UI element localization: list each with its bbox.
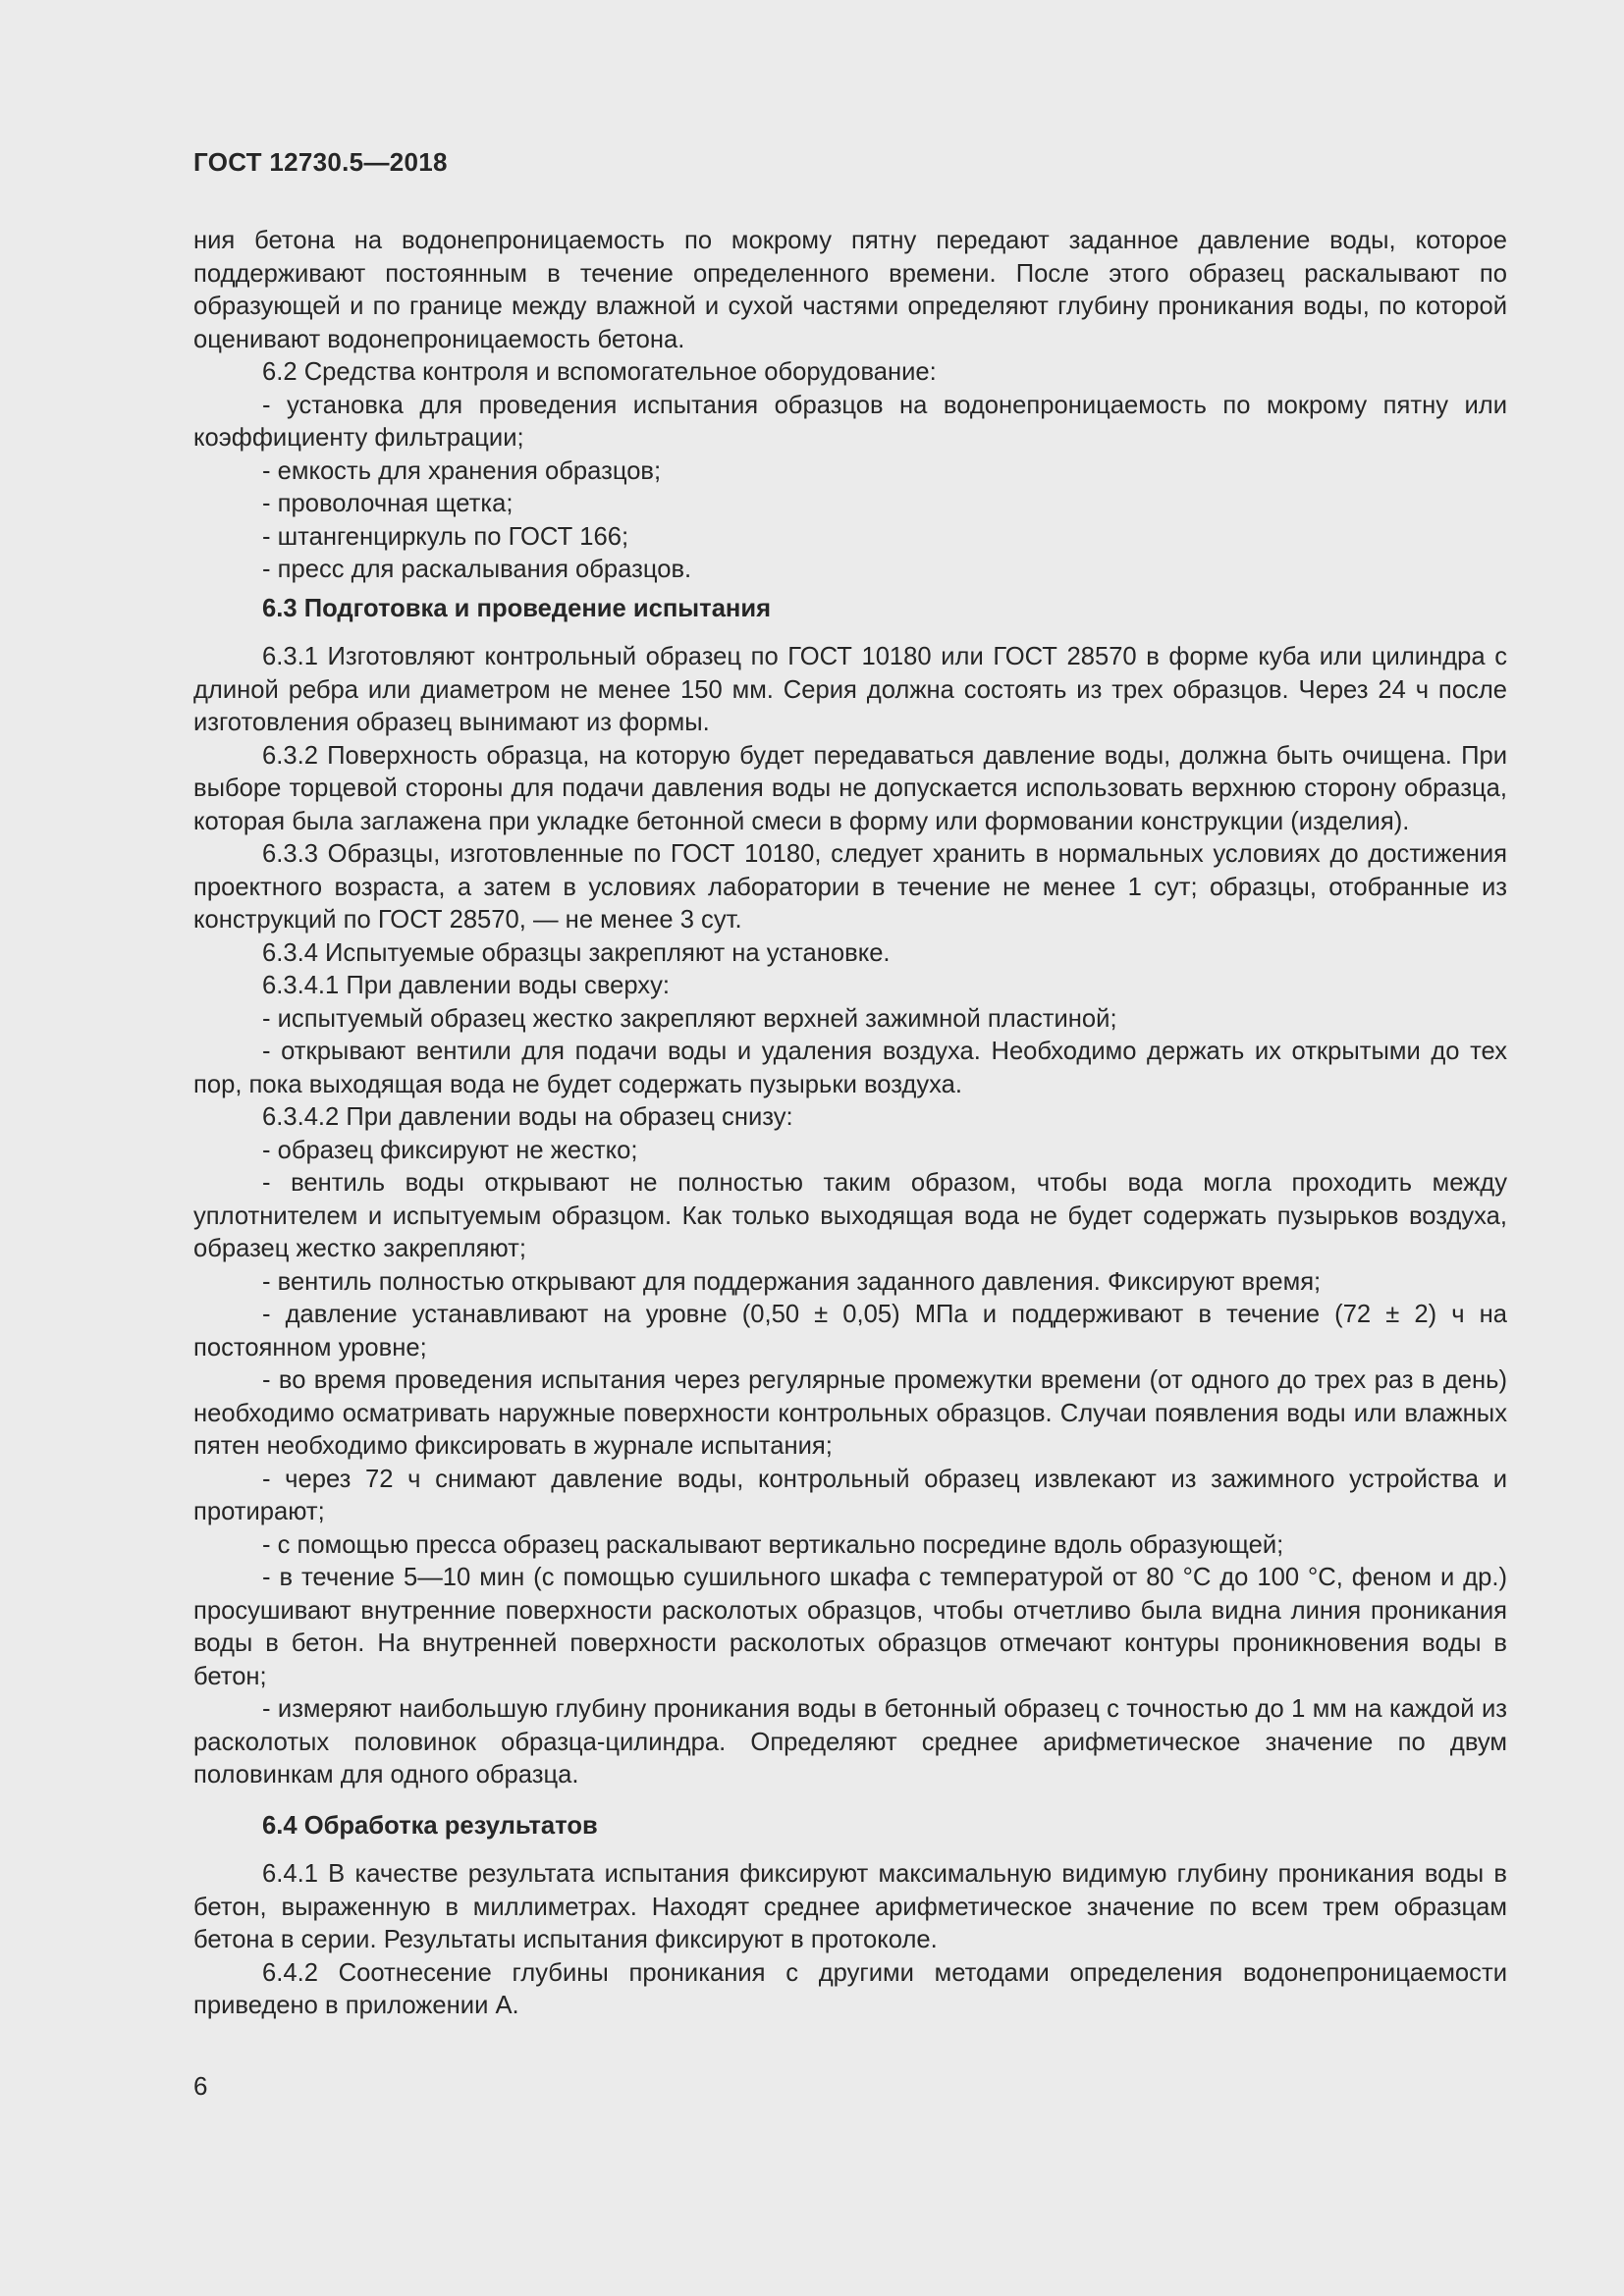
- clause-6-3-4-2: 6.3.4.2 При давлении воды на образец снизу:: [262, 1103, 793, 1131]
- clause-6-3-4: 6.3.4 Испытуемые образцы закрепляют на установке.: [262, 938, 891, 967]
- list-item: - установка для проведения испытания образцов на водонепроницаемость по мокрому пятну или коэффициенту фильтрации;: [193, 391, 1507, 452]
- clause-6-4-2: 6.4.2 Соотнесение глубины проникания с другими методами определения водонепроницаемости приведено в приложении А.: [193, 1958, 1507, 2019]
- clause-6-2: 6.2 Средства контроля и вспомогательное оборудование:: [262, 358, 937, 386]
- list-item: - пресс для раскалывания образцов.: [262, 556, 692, 583]
- list-item: - емкость для хранения образцов;: [262, 456, 662, 485]
- list-item: - проволочная щетка;: [262, 490, 514, 517]
- list-item: - в течение 5—10 мин (с помощью сушильного шкафа с температурой от 80 °С до 100 °С, феном и др.) просушивают внутренние поверхности расколотых образцов, чтобы отчетливо была видна линия проникания воды в бетон. На внутренней поверхности расколотых образцов отмечают контуры проникновения воды в бетон;: [193, 1564, 1507, 1690]
- clause-6-3-1: 6.3.1 Изготовляют контрольный образец по ГОСТ 10180 или ГОСТ 28570 в форме куба или цилиндра с длиной ребра или диаметром не менее 150 мм. Серия должна состоять из трех образцов. Через 24 ч после изготовления образец вынимают из формы.: [193, 643, 1507, 736]
- clause-6-3-3: 6.3.3 Образцы, изготовленные по ГОСТ 10180, следует хранить в нормальных условиях до достижения проектного возраста, а затем в условиях лаборатории в течение не менее 1 сут; образцы, отобранные из конструкций по ГОСТ 28570, — не менее 3 сут.: [193, 840, 1507, 934]
- list-item: - образец фиксируют не жестко;: [262, 1136, 638, 1164]
- page-number: 6: [193, 2071, 208, 2101]
- list-item: - с помощью пресса образец раскалывают вертикально посредине вдоль образующей;: [262, 1530, 1284, 1559]
- clause-6-4-1: 6.4.1 В качестве результата испытания фиксируют максимальную видимую глубину проникания воды в бетон, выраженную в миллиметрах. Находят среднее арифметическое значение по всем трем образцам бетона в серии. Результаты испытания фиксируют в протоколе.: [193, 1860, 1507, 1953]
- clause-6-3-2: 6.3.2 Поверхность образца, на которую будет передаваться давление воды, должна быть очищена. При выборе торцевой стороны для подачи давления воды не допускается использовать верхнюю сторону образца, которая была заглажена при укладке бетонной смеси в форму или формовании конструкции (изделия).: [193, 741, 1507, 835]
- list-item: - вентиль воды открывают не полностью таким образом, чтобы вода могла проходить между уплотнителем и испытуемым образцом. Как только выходящая вода не будет содержать пузырьков воздуха, образец жестко закрепляют;: [193, 1169, 1507, 1262]
- list-item: - испытуемый образец жестко закрепляют верхней зажимной пластиной;: [262, 1004, 1117, 1033]
- list-item: - во время проведения испытания через регулярные промежутки времени (от одного до трех раз в день) необходимо осматривать наружные поверхности контрольных образцов. Случаи появления воды или влажных пятен необходимо фиксировать в журнале испытания;: [193, 1366, 1507, 1460]
- section-heading-6-4: 6.4 Обработка результатов: [262, 1811, 598, 1840]
- list-item: - штангенциркуль по ГОСТ 166;: [262, 522, 629, 551]
- list-item: - через 72 ч снимают давление воды, контрольный образец извлекают из зажимного устройства и протирают;: [193, 1465, 1507, 1525]
- paragraph-continuation: ния бетона на водонепроницаемость по мокрому пятну передают заданное давление воды, которое поддерживают постоянным в течение определенного времени. После этого образец раскалывают по образующей и по границе между влажной и сухой частями определяют глубину проникания воды, по которой оценивают водонепроницаемость бетона.: [193, 227, 1507, 353]
- list-item: - давление устанавливают на уровне (0,50 ± 0,05) МПа и поддерживают в течение (72 ± 2) ч на постоянном уровне;: [193, 1301, 1507, 1362]
- list-item: - открывают вентили для подачи воды и удаления воздуха. Необходимо держать их открытыми до тех пор, пока выходящая вода не будет содержать пузырьки воздуха.: [193, 1038, 1507, 1098]
- section-heading-6-3: 6.3 Подготовка и проведение испытания: [262, 594, 772, 622]
- document-body: [193, 225, 1507, 2023]
- list-item: - измеряют наибольшую глубину проникания воды в бетонный образец с точностью до 1 мм на каждой из расколотых половинок образца-цилиндра. Определяют среднее арифметическое значение по двум половинкам для одного образца.: [193, 1695, 1507, 1789]
- clause-6-3-4-1: 6.3.4.1 При давлении воды сверху:: [262, 972, 671, 999]
- list-item: - вентиль полностью открывают для поддержания заданного давления. Фиксируют время;: [262, 1267, 1322, 1296]
- document-header: ГОСТ 12730.5—2018: [193, 147, 448, 177]
